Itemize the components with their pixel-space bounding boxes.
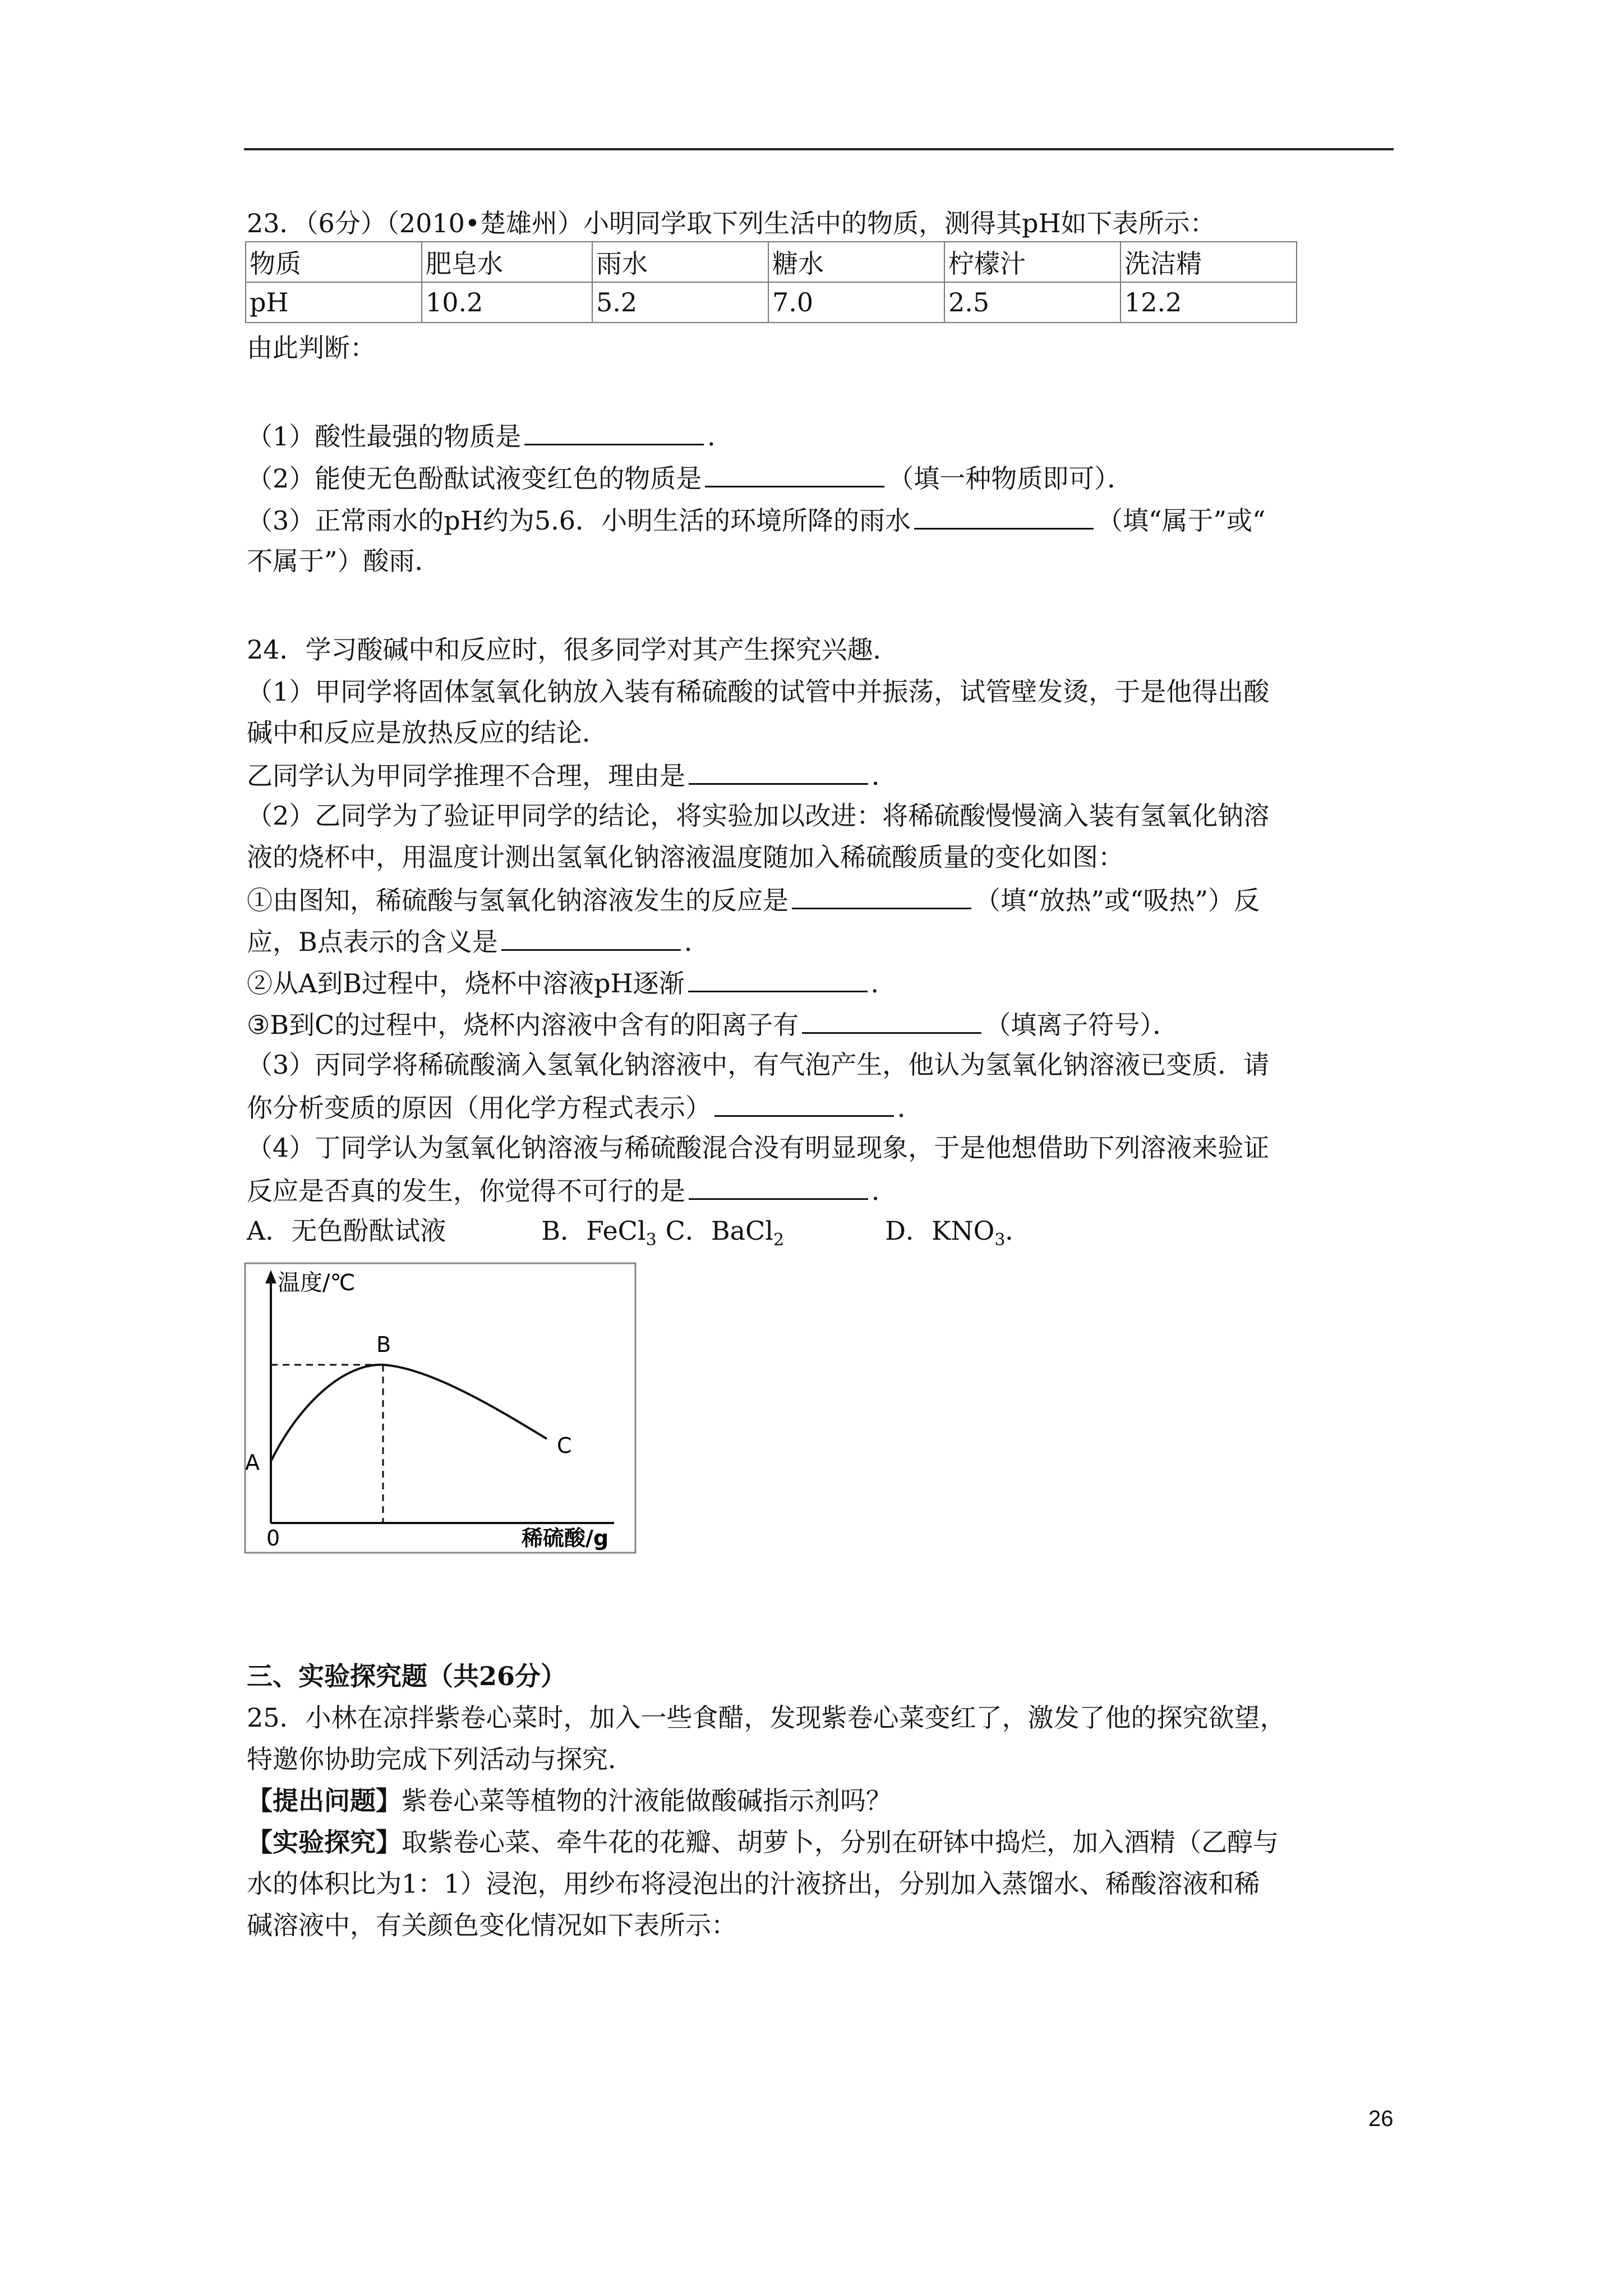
q24-text: ②从A到B过程中，烧杯中溶液pH逐渐 [247,968,685,999]
table-cell: 7.0 [768,282,944,323]
answer-blank[interactable] [705,460,884,487]
q23-header: 23．（6分）（2010•楚雄州）小明同学取下列生活中的物质，测得其pH如下表所示： [247,208,1216,238]
q23-part3-text: （3）正常雨水的pH约为5.6．小明生活的环境所降的雨水 [247,505,911,536]
answer-blank[interactable] [802,1006,981,1034]
q23-part1-end: ． [707,421,734,452]
q25-line: 碱溶液中，有关颜色变化情况如下表所示： [247,1910,737,1940]
table-cell: 12.2 [1121,282,1297,323]
q24-line: 碱中和反应是放热反应的结论． [247,717,608,748]
q24-options [247,1214,1031,1257]
q25-text: 取紫卷心菜、牵牛花的花瓣、胡萝卜，分别在研钵中捣烂，加入酒精（乙醇与 [402,1827,1279,1857]
table-cell: 2.5 [944,282,1121,323]
temperature-graph [244,1262,637,1554]
option-b-text: B．FeCl [541,1216,646,1246]
table-cell: 物质 [246,242,422,282]
q23-part3-cont: 不属于”）酸雨． [247,546,441,576]
q25-text: 紫卷心菜等植物的汁液能做酸碱指示剂吗？ [402,1786,892,1816]
answer-blank[interactable] [914,502,1094,530]
header-rule [244,148,1394,150]
q25-tag: 【实验探究】 [247,1827,402,1857]
table-cell: 10.2 [422,282,592,323]
option-a: A．无色酚酞试液 [247,1216,446,1246]
q25-line: 25．小林在凉拌紫卷心菜时，加入一些食醋，发现紫卷心菜变红了，激发了他的探究欲望， [247,1703,1286,1733]
q25-line: 水的体积比为1：1）浸泡，用纱布将浸泡出的汁液挤出，分别加入蒸馏水、稀酸溶液和稀 [247,1869,1260,1899]
q23-part3-end: （填“属于”或“ [1096,505,1266,536]
option-c-text: C．BaCl [665,1216,774,1246]
point-b-label: B [376,1332,391,1357]
answer-blank[interactable] [524,418,704,445]
answer-blank[interactable] [501,923,681,951]
q24-text: ． [897,1093,923,1123]
q24-text: （填离子符号）． [985,1010,1179,1040]
q23-part1 [247,418,733,453]
option-d-sub: 3 [994,1230,1006,1250]
q24-text: （填“放热”或“吸热”）反 [975,885,1260,915]
q23-part2-text: （2）能使无色酚酞试液变红色的物质是 [247,463,702,494]
q24-line: （1）甲同学将固体氢氧化钠放入装有稀硫酸的试管中并振荡，试管壁发烫，于是他得出酸 [247,677,1270,707]
q24-text: 反应是否真的发生，你觉得不可行的是 [247,1176,685,1206]
q24-line [247,1006,1178,1042]
q25-line [247,1784,892,1818]
q25-line: 特邀你协助完成下列活动与探究． [247,1744,634,1774]
q24-line [247,965,897,1000]
q23-part2 [247,460,1133,495]
q25-line [247,1825,1279,1859]
y-axis-label: 温度/℃ [278,1270,356,1296]
table-cell: 肥皂水 [422,242,592,282]
point-c-label: C [557,1433,572,1458]
answer-blank[interactable] [689,1172,868,1200]
q23-judge: 由此判断： [247,333,376,363]
q24-line [247,882,1260,917]
table-cell: pH [246,282,422,323]
q23-part1-text: （1）酸性最强的物质是 [247,421,522,452]
q24-line [247,1172,897,1208]
table-row [246,242,1297,282]
q24-line [247,923,710,959]
answer-blank[interactable] [792,882,971,909]
q24-text: 乙同学认为甲同学推理不合理，理由是 [247,761,685,791]
table-row [246,282,1297,323]
option-d-text: D．KNO [885,1216,995,1246]
q24-text: ． [870,968,897,999]
q24-line: （2）乙同学为了验证甲同学的结论，将实验加以改进：将稀硫酸慢慢滴入装有氢氧化钠溶 [247,800,1270,831]
answer-blank[interactable] [714,1089,894,1117]
x-axis-label: 稀硫酸/g [522,1526,609,1550]
q24-text: 应，B点表示的含义是 [247,927,498,957]
option-d [885,1216,1031,1250]
q23-part2-end: （填一种物质即可）． [888,463,1133,494]
q24-text: ． [684,927,710,957]
q24-line: （4）丁同学认为氢氧化钠溶液与稀硫酸混合没有明显现象，于是他想借助下列溶液来验证 [247,1133,1270,1163]
option-c-sub: 2 [773,1230,785,1250]
q24-text: ①由图知，稀硫酸与氢氧化钠溶液发生的反应是 [247,885,789,915]
option-d-end: ． [1005,1216,1031,1246]
option-c [665,1216,785,1250]
graph-frame [245,1263,635,1553]
q24-line: （3）丙同学将稀硫酸滴入氢氧化钠溶液中，有气泡产生，他认为氢氧化钠溶液已变质．请 [247,1050,1270,1080]
q24-line: 24．学习酸碱中和反应时，很多同学对其产生探究兴趣． [247,634,899,665]
answer-blank[interactable] [689,757,868,785]
q24-text: 你分析变质的原因（用化学方程式表示） [247,1093,711,1123]
ph-table [245,241,1297,323]
table-cell: 5.2 [592,282,768,323]
table-cell: 柠檬汁 [944,242,1121,282]
point-a-label: A [245,1450,260,1475]
q24-line: 液的烧杯中，用温度计测出氢氧化钠溶液温度随加入稀硫酸质量的变化如图： [247,842,1124,872]
q24-text: ． [872,1176,897,1206]
option-b [541,1216,657,1250]
q25-tag: 【提出问题】 [247,1786,402,1816]
section-title: 三、实验探究题（共26分） [247,1661,567,1691]
option-b-sub: 3 [645,1230,657,1250]
q24-text: ． [872,761,897,791]
answer-blank[interactable] [688,965,868,992]
q24-line [247,757,897,793]
table-cell: 雨水 [592,242,768,282]
q24-text: ③B到C的过程中，烧杯内溶液中含有的阳离子有 [247,1010,799,1040]
origin-label: 0 [266,1526,280,1550]
page-number: 26 [1368,2106,1394,2131]
q24-line [247,1089,923,1125]
table-cell: 洗洁精 [1121,242,1297,282]
table-cell: 糖水 [768,242,944,282]
q23-part3 [247,502,1266,537]
